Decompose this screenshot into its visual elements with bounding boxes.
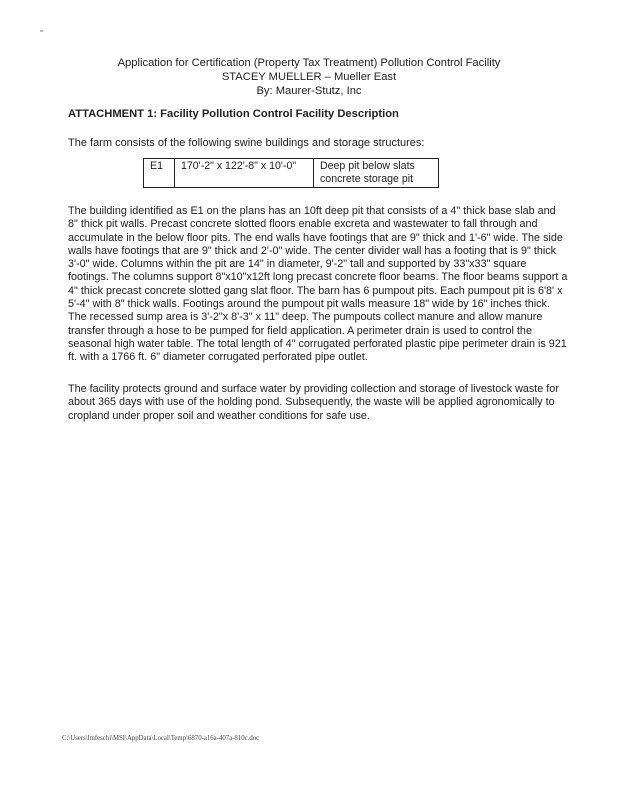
footer-file-path: C:\Users\lmfeschi\MSI\AppData\Local\Temp\6870-a16a-407a-810c.doc xyxy=(62,735,260,742)
table-row xyxy=(144,159,439,188)
attachment-title: ATTACHMENT 1: Facility Pollution Control Facility Description xyxy=(68,108,399,120)
document-header xyxy=(0,56,618,98)
intro-text: The farm consists of the following swine buildings and storage structures: xyxy=(68,137,425,149)
header-title: Application for Certification (Property Tax Treatment) Pollution Control Facility xyxy=(117,57,501,69)
header-applicant: STACEY MUELLER – Mueller East xyxy=(221,71,397,83)
table-cell-description: Deep pit below slats concrete storage pit xyxy=(314,159,439,188)
protection-paragraph: The facility protects ground and surface water by providing collection and storage of livestock waste for about 365 days with use of the holding pond. Subsequently, the waste will be applied agronomically to cropland under proper soil and weather conditions for safe use. xyxy=(68,383,559,422)
table-cell-dimensions: 170'-2" x 122'-8" x 10'-0" xyxy=(175,159,314,188)
description-paragraph: The building identified as E1 on the plans has an 10ft deep pit that consists of a 4" thick base slab and 8" thick pit walls. Precast concrete slotted floors enable excreta and wastewater to fall through and accumulate in the below floor pits. The end walls have footings that are 9" thick and 1'-6" wide. The side walls have footings that are 9" thick and 2'-0" wide. The center divider wall has a footing that is 9" thick 3'-0" wide. Columns within the pit are 14" in diameter, 9'-2" tall and supported by 33"x33" square footings. The columns support 8"x10"x12ft long precast concrete floor beams. The floor beams support a 4" thick precast concrete slotted gang slat floor. The barn has 6 pumpout pits. Each pumpout pit is 6'8' x 5'-4" with 8" thick walls. Footings around the pumpout pit walls measure 18" wide by 16" inches thick. The recessed sump area is 3'-2"x 8'-3" x 11" deep. The pumpouts collect manure and allow manure transfer through a hose to be pumped for field application. A perimeter drain is used to control the seasonal high water table. The total length of 4" corrugated perforated plastic pipe perimeter drain is 921 ft. with a 1766 ft. 6" diameter corrugated perforated pipe outlet. xyxy=(68,205,568,364)
facility-table xyxy=(143,158,439,188)
scan-mark xyxy=(40,30,43,32)
table-cell-id: E1 xyxy=(144,159,175,188)
header-preparer: By: Maurer-Stutz, Inc xyxy=(256,85,362,97)
